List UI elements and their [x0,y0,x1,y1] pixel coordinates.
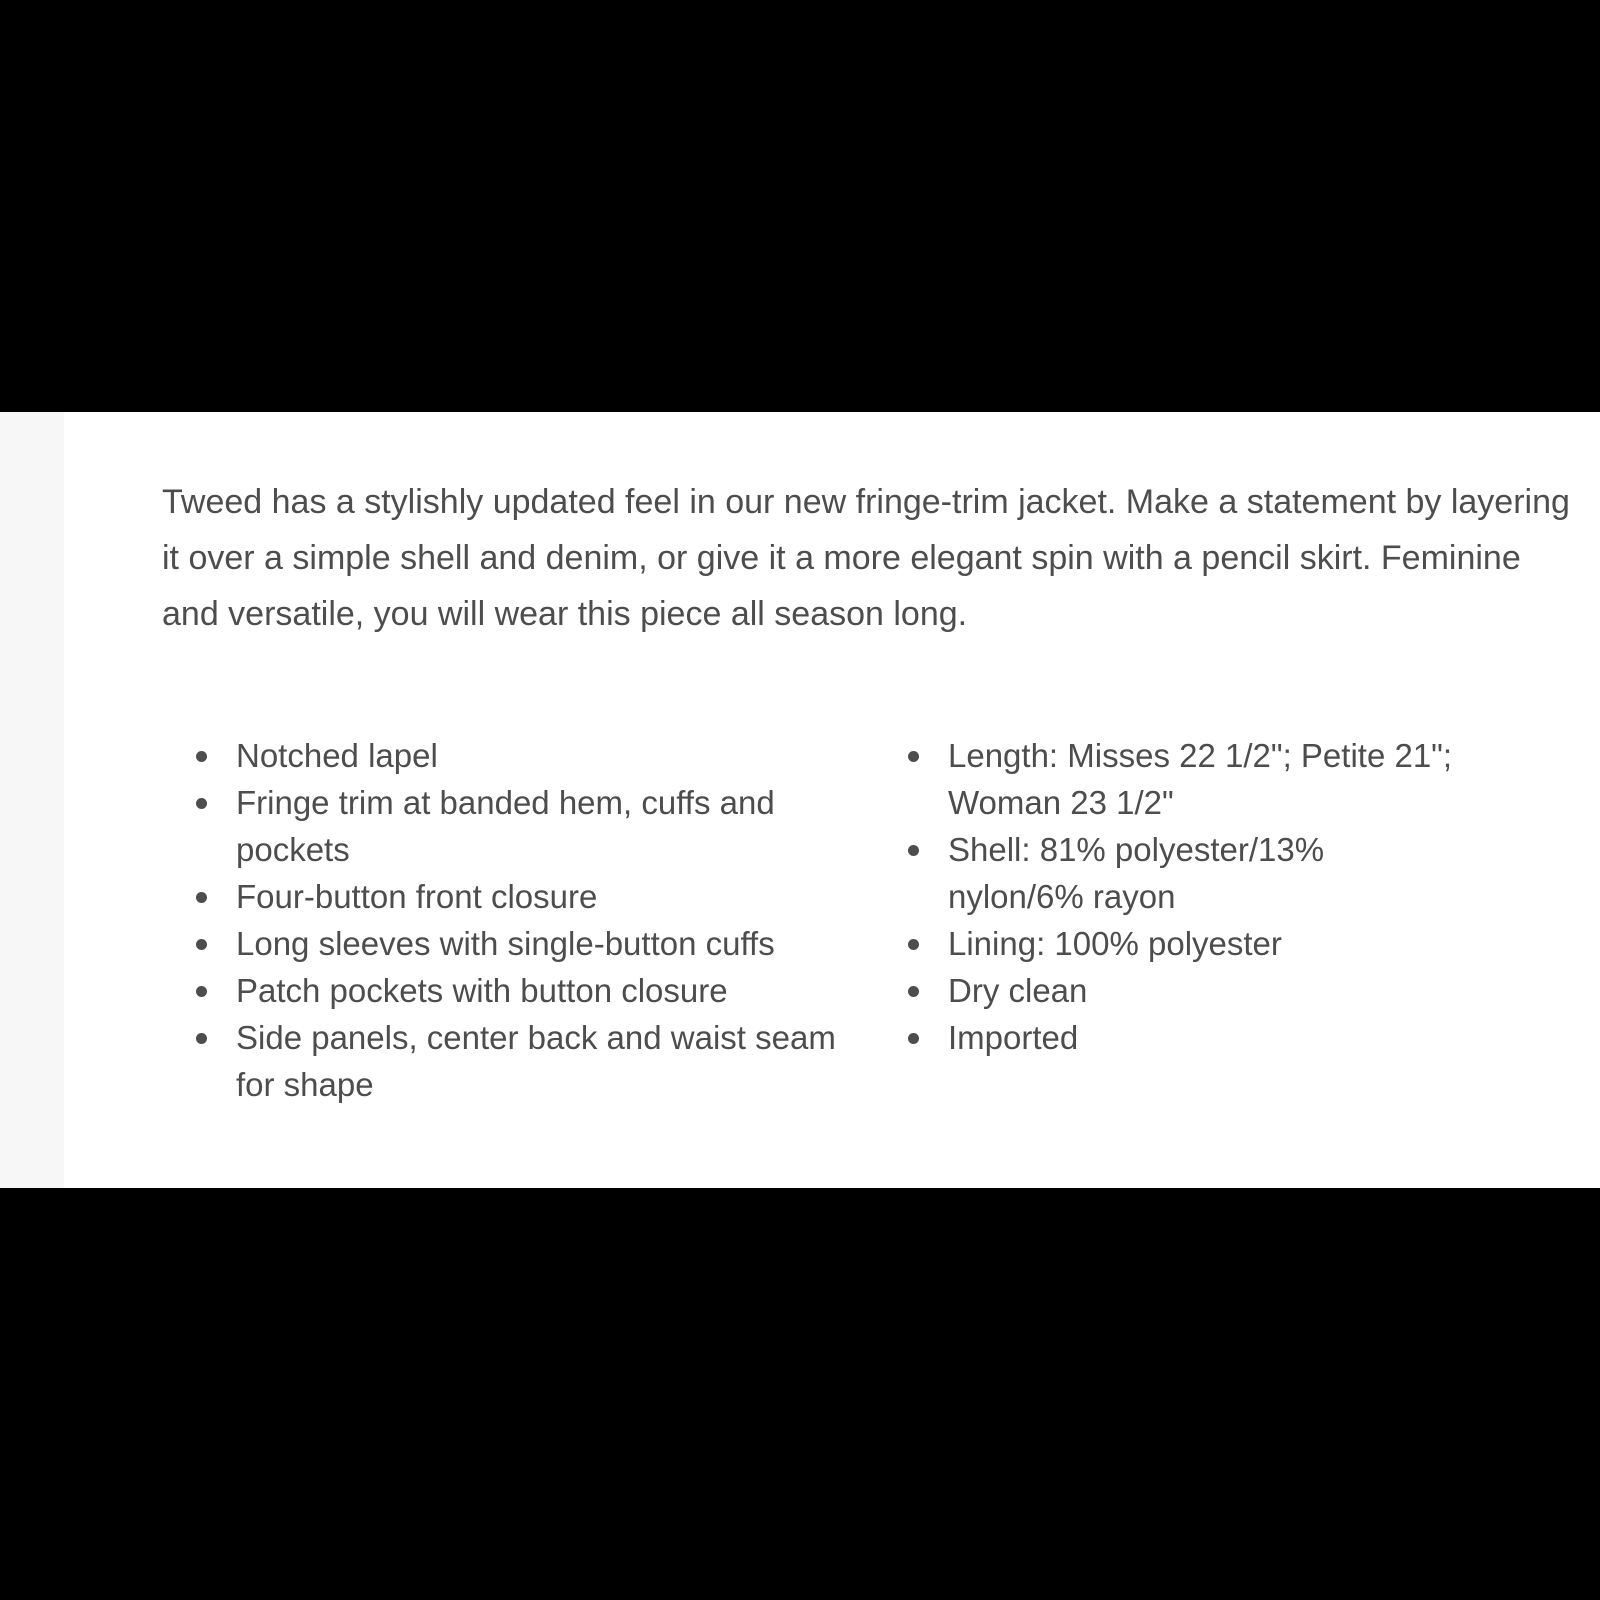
bullet-icon [196,1033,207,1044]
left-margin-strip [0,412,64,1188]
top-letterbox-bar [0,0,1600,412]
product-details-panel [0,412,1600,1188]
product-description: Tweed has a stylishly updated feel in our new fringe-trim jacket. Make a statement by layering it over a simple shell and denim, or give it a more elegant spin with a pencil skirt. Feminine and versatile, you will wear this piece all season long. [162,483,1570,633]
list-item-text: Side panels, center back and waist seam for shape [236,1019,836,1103]
bullet-icon [908,1033,919,1044]
bullet-icon [196,939,207,950]
list-item [236,779,836,873]
list-item [948,1014,1468,1061]
list-item-text: Long sleeves with single-button cuffs [236,925,775,962]
bullet-icon [908,845,919,856]
list-item-text: Fringe trim at banded hem, cuffs and pockets [236,784,775,868]
list-item-text: Length: Misses 22 1/2"; Petite 21"; Woman 23 1/2" [948,737,1453,821]
bullet-icon [196,892,207,903]
list-item [236,873,836,920]
list-item-text: Lining: 100% polyester [948,925,1282,962]
list-item-text: Notched lapel [236,737,438,774]
feature-list-left [236,732,836,1108]
bullet-icon [908,751,919,762]
bullet-icon [196,798,207,809]
list-item [948,732,1468,826]
list-item-text: Dry clean [948,972,1088,1009]
bullet-icon [908,939,919,950]
bottom-letterbox-bar [0,1188,1600,1600]
list-item-text: Patch pockets with button closure [236,972,728,1009]
bullet-icon [196,751,207,762]
list-item-text: Four-button front closure [236,878,598,915]
list-item [236,920,836,967]
feature-list-right [948,732,1468,1061]
bullet-icon [908,986,919,997]
list-item-text: Imported [948,1019,1079,1056]
list-item [236,967,836,1014]
list-item [236,732,836,779]
list-item [948,920,1468,967]
list-item [236,1014,836,1108]
list-item-text: Shell: 81% polyester/13% nylon/6% rayon [948,831,1325,915]
bullet-icon [196,986,207,997]
list-item [948,826,1468,920]
list-item [948,967,1468,1014]
